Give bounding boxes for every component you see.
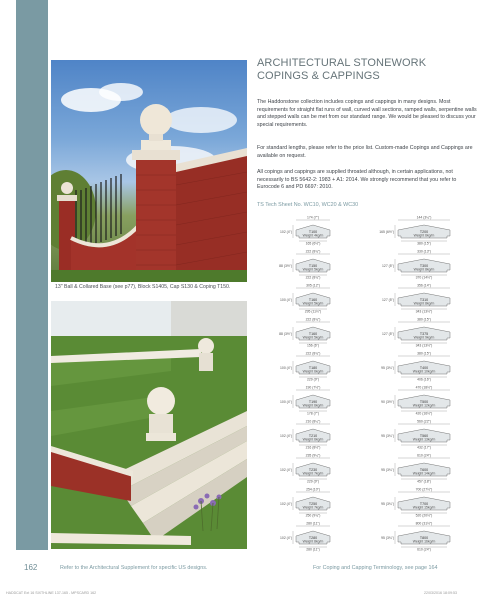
dimension-side: 95 (3¾") xyxy=(381,536,394,540)
profile-weight: Weight 5kg/m xyxy=(302,335,324,340)
dimension-bottom: 156 (6") xyxy=(307,343,319,348)
dimension-bottom: 610 (24") xyxy=(417,547,431,552)
dimension-side: 102 (4") xyxy=(280,468,292,472)
profile-code: T180 xyxy=(308,366,318,370)
dimension-side: 95 (3¾") xyxy=(381,366,394,370)
standards-paragraph: All copings and cappings are supplied throated although, in certain applications, not necessarily to BS 5642-2: 1983 + A1: 2014. We strongly recommend that you refer to Eurocode 6 and PD 6697: 2010. xyxy=(257,169,457,191)
dimension-bottom: 406 (16") xyxy=(417,377,431,382)
profile-code: T400 xyxy=(419,366,429,370)
dimension-side: 165 (6½") xyxy=(379,230,394,234)
dimension-bottom: 229 (9") xyxy=(307,377,319,382)
dimension-side: 100 (4") xyxy=(280,298,292,302)
profile-code: T300 xyxy=(419,264,429,268)
dimension-top: 470 (18½") xyxy=(415,385,433,390)
dimension-side: 102 (4") xyxy=(280,434,292,438)
side-color-bar xyxy=(16,0,48,550)
profile-weight: Weight 6kg/m xyxy=(302,369,324,374)
profile-code: T700 xyxy=(419,502,429,506)
profile-code: T800 xyxy=(419,536,429,540)
dimension-side: 102 (4") xyxy=(280,502,292,506)
profile-code: T375 xyxy=(419,332,429,336)
dimension-bottom: 229 (9") xyxy=(307,479,319,484)
profile-code: T200 xyxy=(419,230,429,234)
dimension-top: 222 (8¾") xyxy=(305,249,321,254)
profile-weight: Weight 8kg/m xyxy=(413,301,435,306)
profile-code: T310 xyxy=(419,298,429,302)
dimension-bottom: 343 (13½") xyxy=(415,343,433,348)
photo-brick-wall-finials xyxy=(51,60,247,282)
dimension-side: 95 (3¾") xyxy=(381,434,394,438)
profile-weight: Weight 16kg/m xyxy=(412,539,436,544)
profile-code: T250 xyxy=(308,502,318,506)
coping-profile-t280 xyxy=(274,520,386,560)
profile-weight: Weight 7kg/m xyxy=(302,505,324,510)
dimension-bottom: 165 (6½") xyxy=(305,241,321,246)
dimension-bottom: 295 (11½") xyxy=(304,309,322,314)
dimension-bottom: 457 (18") xyxy=(417,479,431,484)
dimension-bottom: 250 (9¾") xyxy=(305,513,321,518)
dimension-top: 222 (8¾") xyxy=(305,351,321,356)
dimension-top: 610 (24") xyxy=(417,453,431,458)
dimension-bottom: 216 (8½") xyxy=(305,445,321,450)
profile-code: T210 xyxy=(308,434,318,438)
dimension-top: 235 (9¼") xyxy=(305,453,321,458)
coping-profile-diagrams xyxy=(252,214,482,554)
dimension-top: 254 (10") xyxy=(306,487,320,492)
dimension-top: 174 (7") xyxy=(307,215,319,220)
dimension-side: 95 (3¾") xyxy=(381,468,394,472)
dimension-side: 127 (5") xyxy=(382,264,394,268)
dimension-bottom: 380 (15") xyxy=(417,241,431,246)
dimension-side: 102 (4") xyxy=(280,536,292,540)
dimension-top: 144 (3¼") xyxy=(416,215,432,220)
profile-weight: Weight 6kg/m xyxy=(413,233,435,238)
photo-garden-steps xyxy=(51,301,247,549)
dimension-top: 190 (7½") xyxy=(305,385,321,390)
profile-code: T160 xyxy=(308,298,318,302)
dimension-bottom: 370 (14½") xyxy=(415,275,433,280)
profile-weight: Weight 14kg/m xyxy=(412,471,436,476)
dimension-side: 127 (5") xyxy=(382,332,394,336)
footer-us-note: Refer to the Architectural Supplement for specific US designs. xyxy=(60,565,208,571)
profile-weight: Weight 6kg/m xyxy=(302,403,324,408)
profile-weight: Weight 8kg/m xyxy=(302,539,324,544)
photo-caption: 13" Ball & Collared Base (see p77), Block S1405, Cap S130 & Coping T150. xyxy=(55,284,231,290)
dimension-side: 102 (4") xyxy=(280,230,292,234)
dimension-side: 127 (5") xyxy=(382,298,394,302)
profile-weight: Weight 15kg/m xyxy=(412,505,436,510)
profile-code: T230 xyxy=(308,468,318,472)
dimension-top: 380 (15") xyxy=(417,351,431,356)
dimension-top: 356 (14") xyxy=(417,283,431,288)
dimension-top: 700 (27½") xyxy=(415,487,433,492)
profile-code: T560 xyxy=(419,434,429,438)
dimension-top: 380 (15") xyxy=(417,317,431,322)
dimension-side: 100 (4") xyxy=(280,366,292,370)
profile-code: T500 xyxy=(419,400,429,404)
profile-weight: Weight 13kg/m xyxy=(412,437,436,442)
profile-weight: Weight 8kg/m xyxy=(413,267,435,272)
page-number: 162 xyxy=(24,563,38,572)
dimension-bottom: 222 (8¾") xyxy=(305,275,321,280)
photo-top-illustration xyxy=(51,60,247,282)
tech-sheet-reference: TS Tech Sheet No. WC10, WC20 & WC30 xyxy=(257,202,359,208)
dimension-top: 560 (22") xyxy=(417,419,431,424)
page-title: ARCHITECTURAL STONEWORK xyxy=(257,57,427,69)
footer-terminology-note: For Coping and Capping Terminology, see page 164 xyxy=(313,565,438,571)
profile-code: T280 xyxy=(308,536,318,540)
dimension-side: 90 (3½") xyxy=(381,400,394,404)
dimension-bottom: 343 (13½") xyxy=(415,309,433,314)
print-slug: HADDCAT Ext 16 SIXTHLINE 137-165 - MPSCARD 162 xyxy=(6,591,97,595)
dimension-top: 800 (31½") xyxy=(415,521,433,526)
dimension-bottom: 178 (7") xyxy=(307,411,319,416)
profile-weight: Weight 9kg/m xyxy=(413,335,435,340)
dimension-top: 330 (13") xyxy=(417,249,431,254)
dimension-side: 88 (3½") xyxy=(279,264,292,268)
lengths-paragraph: For standard lengths, please refer to the price list. Custom-made Copings and Cappings are available on request. xyxy=(257,145,473,159)
profile-weight: Weight 12kg/m xyxy=(412,403,436,408)
dimension-side: 88 (3½") xyxy=(279,332,292,336)
print-date: 22/03/2016 18:09:53 xyxy=(424,591,457,595)
profile-weight: Weight 5kg/m xyxy=(302,267,324,272)
profile-weight: Weight 4kg/m xyxy=(302,233,324,238)
profile-weight: Weight 5kg/m xyxy=(302,301,324,306)
profile-code: T600 xyxy=(419,468,429,472)
profile-code: T100 xyxy=(308,230,318,234)
profile-code: T160 xyxy=(308,332,318,336)
dimension-side: 95 (3¾") xyxy=(381,502,394,506)
dimension-top: 305 (12") xyxy=(306,283,320,288)
dimension-top: 280 (11") xyxy=(306,521,320,526)
dimension-bottom: 432 (17") xyxy=(417,445,431,450)
dimension-bottom: 420 (16½") xyxy=(415,411,433,416)
profile-code: T190 xyxy=(308,400,318,404)
profile-weight: Weight 7kg/m xyxy=(302,471,324,476)
profile-code: T150 xyxy=(308,264,318,268)
coping-profile-t800 xyxy=(378,520,490,560)
profile-weight: Weight 10kg/m xyxy=(412,369,436,374)
dimension-bottom: 520 (20½") xyxy=(415,513,433,518)
profile-weight: Weight 6kg/m xyxy=(302,437,324,442)
dimension-top: 210 (8¼") xyxy=(305,419,321,424)
photo-bottom-illustration xyxy=(51,301,247,549)
page-subtitle: COPINGS & CAPPINGS xyxy=(257,70,380,82)
intro-paragraph: The Haddonstone collection includes copings and cappings in many designs. Most requirements for straight flat runs of wall, curved wall sections, ramped walls, serpentine walls and stepped walls can be met from our standard range. We would be pleased to discuss your special requirements. xyxy=(257,99,477,128)
dimension-bottom: 280 (11") xyxy=(306,547,320,552)
dimension-side: 100 (4") xyxy=(280,400,292,404)
dimension-top: 222 (8¾") xyxy=(305,317,321,322)
